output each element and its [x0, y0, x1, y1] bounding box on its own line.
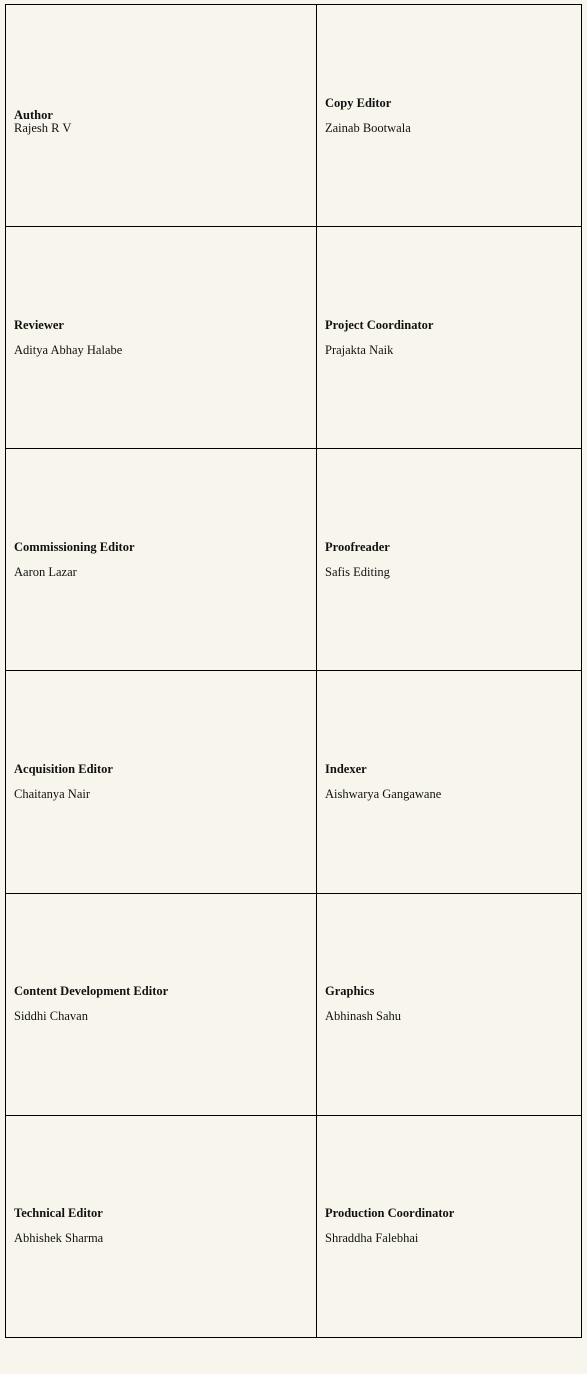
credit-name: Aditya Abhay Halabe	[14, 342, 123, 357]
credits-row	[6, 227, 582, 449]
credit-entry	[325, 984, 573, 1024]
credit-role: Graphics	[325, 984, 375, 999]
credit-name: Aishwarya Gangawane	[325, 787, 442, 802]
credit-name: Rajesh R V	[14, 120, 72, 135]
credits-row	[6, 1115, 582, 1337]
credit-entry	[325, 540, 573, 580]
credit-role: Copy Editor	[325, 95, 392, 110]
credit-role: Commissioning Editor	[14, 539, 135, 554]
credit-entry	[14, 318, 308, 358]
credit-role: Indexer	[325, 762, 367, 777]
credit-cell	[6, 671, 317, 893]
credit-entry	[14, 108, 308, 136]
credit-cell	[6, 1115, 317, 1337]
credit-cell	[317, 671, 582, 893]
credit-name: Abhishek Sharma	[14, 1231, 104, 1246]
credit-role: Reviewer	[14, 317, 64, 332]
credit-entry	[14, 984, 308, 1024]
credits-table	[5, 4, 582, 1338]
credit-name: Prajakta Naik	[325, 342, 394, 357]
credit-role: Technical Editor	[14, 1206, 103, 1221]
credit-cell	[6, 449, 317, 671]
credit-cell	[6, 227, 317, 449]
credit-entry	[14, 1206, 308, 1246]
credits-row	[6, 449, 582, 671]
credit-role: Acquisition Editor	[14, 762, 113, 777]
credit-name: Siddhi Chavan	[14, 1009, 88, 1024]
credits-row	[6, 671, 582, 893]
credit-cell	[317, 1115, 582, 1337]
credits-row	[6, 5, 582, 227]
credit-name: Safis Editing	[325, 564, 390, 579]
credit-role: Author	[14, 107, 53, 122]
credit-entry	[14, 540, 308, 580]
credit-entry	[325, 96, 573, 136]
credit-entry	[325, 762, 573, 802]
credit-entry	[14, 762, 308, 802]
credit-role: Production Coordinator	[325, 1206, 455, 1221]
credit-cell	[317, 893, 582, 1115]
credit-name: Shraddha Falebhai	[325, 1231, 419, 1246]
credit-role: Content Development Editor	[14, 984, 169, 999]
credit-name: Aaron Lazar	[14, 564, 77, 579]
credit-cell	[6, 5, 317, 227]
credit-cell	[6, 893, 317, 1115]
credit-name: Zainab Bootwala	[325, 120, 411, 135]
credit-entry	[325, 318, 573, 358]
credit-cell	[317, 449, 582, 671]
credit-cell	[317, 227, 582, 449]
credits-row	[6, 893, 582, 1115]
credit-name: Chaitanya Nair	[14, 787, 91, 802]
credit-role: Project Coordinator	[325, 317, 434, 332]
credit-entry	[325, 1206, 573, 1246]
credit-name: Abhinash Sahu	[325, 1009, 402, 1024]
credit-role: Proofreader	[325, 539, 390, 554]
credit-cell	[317, 5, 582, 227]
